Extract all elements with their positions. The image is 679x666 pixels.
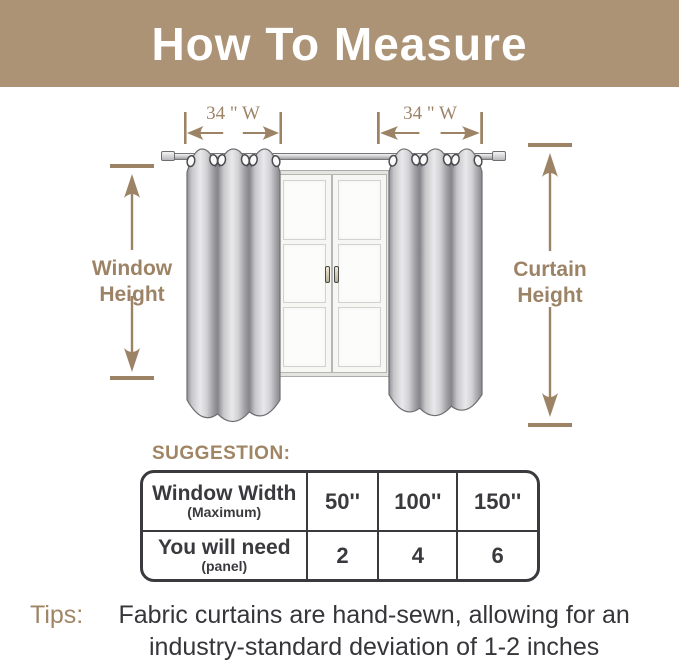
table-cell: 4 bbox=[377, 530, 456, 579]
dimension-cap bbox=[528, 423, 572, 427]
down-arrow-icon bbox=[92, 292, 172, 374]
door-handle-icon bbox=[334, 266, 339, 283]
window-door-right bbox=[332, 174, 387, 373]
window-pane bbox=[338, 244, 381, 304]
width-dimension-left bbox=[184, 103, 282, 145]
table-cell: 6 bbox=[456, 530, 537, 579]
window-pane bbox=[338, 180, 381, 240]
width-dimension-label: 34 " W bbox=[403, 103, 457, 124]
curtain-drawing bbox=[388, 146, 483, 422]
tips-heading: Tips: bbox=[30, 601, 84, 629]
door-handle-icon bbox=[325, 266, 330, 283]
down-arrow-icon bbox=[510, 303, 590, 419]
table-row-header bbox=[143, 473, 306, 530]
table-row-header bbox=[143, 530, 306, 579]
suggestion-heading: SUGGESTION: bbox=[152, 443, 291, 464]
rod-end-cap bbox=[492, 151, 506, 161]
table-cell: 50'' bbox=[306, 473, 378, 530]
dimension-cap bbox=[110, 376, 154, 380]
suggestion-table bbox=[140, 470, 540, 582]
table-cell: 100'' bbox=[377, 473, 456, 530]
header-banner bbox=[0, 0, 679, 87]
curtain-height-marker bbox=[510, 143, 590, 427]
window-door-left bbox=[277, 174, 332, 373]
curtain-panel-left bbox=[186, 146, 281, 428]
width-dimension-right bbox=[377, 103, 483, 145]
row-label: Window Width bbox=[152, 481, 297, 505]
curtain-panel-right bbox=[388, 146, 483, 422]
tips-section bbox=[30, 600, 655, 663]
window-pane bbox=[283, 307, 326, 367]
dimension-cap bbox=[110, 164, 154, 168]
row-sublabel: (panel) bbox=[201, 557, 248, 574]
row-label: You will need bbox=[157, 535, 291, 559]
rod-end-cap bbox=[161, 151, 175, 161]
window-pane bbox=[283, 180, 326, 240]
width-dimension-label: 34 " W bbox=[206, 103, 260, 124]
dimension-cap bbox=[528, 143, 572, 147]
page-title: How To Measure bbox=[151, 17, 528, 70]
curtain-drawing bbox=[186, 146, 281, 428]
window-pane bbox=[283, 244, 326, 304]
tips-text: Fabric curtains are hand-sewn, allowing for an industry-standard deviation of 1-2 inches bbox=[118, 601, 630, 661]
window-height-label: Window Height bbox=[91, 257, 173, 306]
window-illustration bbox=[273, 170, 391, 377]
window-height-marker bbox=[92, 164, 172, 380]
row-sublabel: (Maximum) bbox=[187, 503, 262, 520]
table-cell: 2 bbox=[306, 530, 378, 579]
curtain-height-label: Curtain Height bbox=[513, 258, 587, 307]
table-cell: 150'' bbox=[456, 473, 537, 530]
up-arrow-icon bbox=[92, 172, 172, 254]
measure-diagram bbox=[0, 87, 679, 442]
up-arrow-icon bbox=[510, 151, 590, 255]
window-pane bbox=[338, 307, 381, 367]
